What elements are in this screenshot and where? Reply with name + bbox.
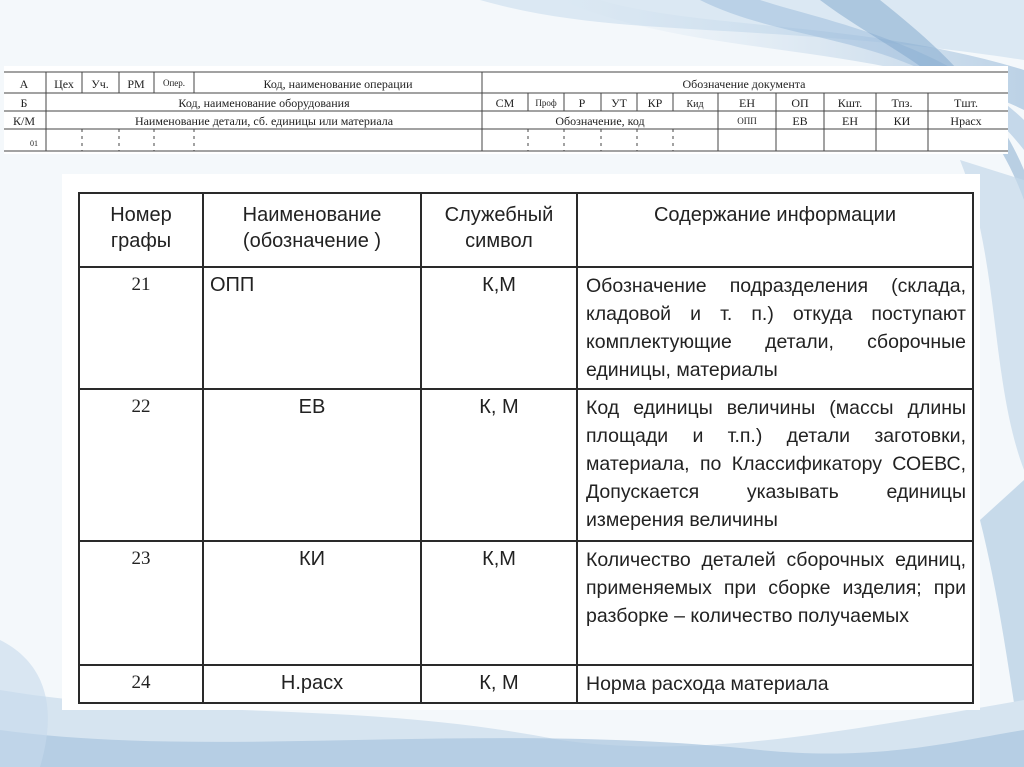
oper-label: Опер. bbox=[162, 78, 186, 88]
header-name: Наименование (обозначение ) bbox=[203, 193, 421, 267]
header-content: Содержание информации bbox=[577, 193, 973, 267]
table-row bbox=[79, 541, 973, 665]
row-content: Код единицы величины (массы длины площади и т.п.) детали заготовки, материала, по Классификатору СОЕВС, Допускается указывать единицы измерения величины bbox=[577, 389, 973, 541]
row-num: 24 bbox=[79, 665, 203, 703]
cm-label: СМ bbox=[495, 96, 515, 110]
ksht-label: Кшт. bbox=[837, 96, 863, 110]
tsht-label: Тшт. bbox=[954, 96, 978, 110]
row-symbol: К,М bbox=[421, 541, 577, 665]
row-km-label: К/М bbox=[12, 114, 36, 128]
ev-label: ЕВ bbox=[792, 114, 808, 128]
row-num: 21 bbox=[79, 267, 203, 389]
row-name-text: КИ bbox=[298, 548, 326, 570]
row-name-text: ЕВ bbox=[298, 396, 326, 418]
table-header-row bbox=[79, 193, 973, 267]
row-a-label: А bbox=[19, 77, 29, 91]
row-content: Норма расхода материала bbox=[577, 665, 973, 703]
kid-label: Кид bbox=[686, 99, 704, 110]
en-km-label: ЕН bbox=[842, 114, 858, 128]
row-symbol: К,М bbox=[421, 267, 577, 389]
table-panel bbox=[62, 174, 980, 710]
part-name-label: Наименование детали, сб. единицы или материала bbox=[134, 114, 394, 128]
opp-label: ОПП bbox=[737, 116, 757, 126]
row-num: 23 bbox=[79, 541, 203, 665]
row-content: Обозначение подразделения (склада, кладовой и т. п.) откуда поступают комплектующие детали, сборочные единицы, материалы bbox=[577, 267, 973, 389]
row-name bbox=[203, 267, 421, 389]
header-symbol: Служебный символ bbox=[421, 193, 577, 267]
nrash-label: Нрасх bbox=[950, 114, 982, 128]
ut-label: УТ bbox=[611, 96, 627, 110]
uch-label: Уч. bbox=[91, 77, 109, 91]
row-name bbox=[203, 389, 421, 541]
form-header-strip bbox=[4, 66, 1008, 154]
row-b-label: Б bbox=[20, 96, 28, 110]
table-row bbox=[79, 267, 973, 389]
row-num: 22 bbox=[79, 389, 203, 541]
tpz-label: Тпз. bbox=[891, 96, 913, 110]
equipment-code-label: Код, наименование оборудования bbox=[178, 96, 350, 110]
kr-label: КР bbox=[647, 96, 663, 110]
row-name bbox=[203, 541, 421, 665]
header-num: Номер графы bbox=[79, 193, 203, 267]
row-symbol: К, М bbox=[421, 389, 577, 541]
columns-info-table bbox=[78, 192, 974, 704]
row-content: Количество деталей сборочных единиц, применяемых при сборке изделия; при разборке – количество получаемых bbox=[577, 541, 973, 665]
rm-label: РМ bbox=[127, 77, 145, 91]
doc-designation-label: Обозначение документа bbox=[682, 77, 806, 91]
ceh-label: Цех bbox=[54, 77, 74, 91]
row-name-text: Н.расх bbox=[280, 672, 344, 694]
row-symbol: К, М bbox=[421, 665, 577, 703]
table-row bbox=[79, 389, 973, 541]
op-label: ОП bbox=[791, 96, 809, 110]
operation-code-label: Код, наименование операции bbox=[263, 77, 413, 91]
en-label: ЕН bbox=[739, 96, 755, 110]
r-label: Р bbox=[578, 96, 586, 110]
table-row bbox=[79, 665, 973, 703]
ki-label: КИ bbox=[893, 114, 911, 128]
prof-label: Проф bbox=[535, 98, 557, 108]
row-name-text: ОПП bbox=[210, 274, 255, 296]
designation-code-label: Обозначение, код bbox=[555, 114, 645, 128]
row-01-label: 01 bbox=[30, 139, 38, 148]
row-name bbox=[203, 665, 421, 703]
